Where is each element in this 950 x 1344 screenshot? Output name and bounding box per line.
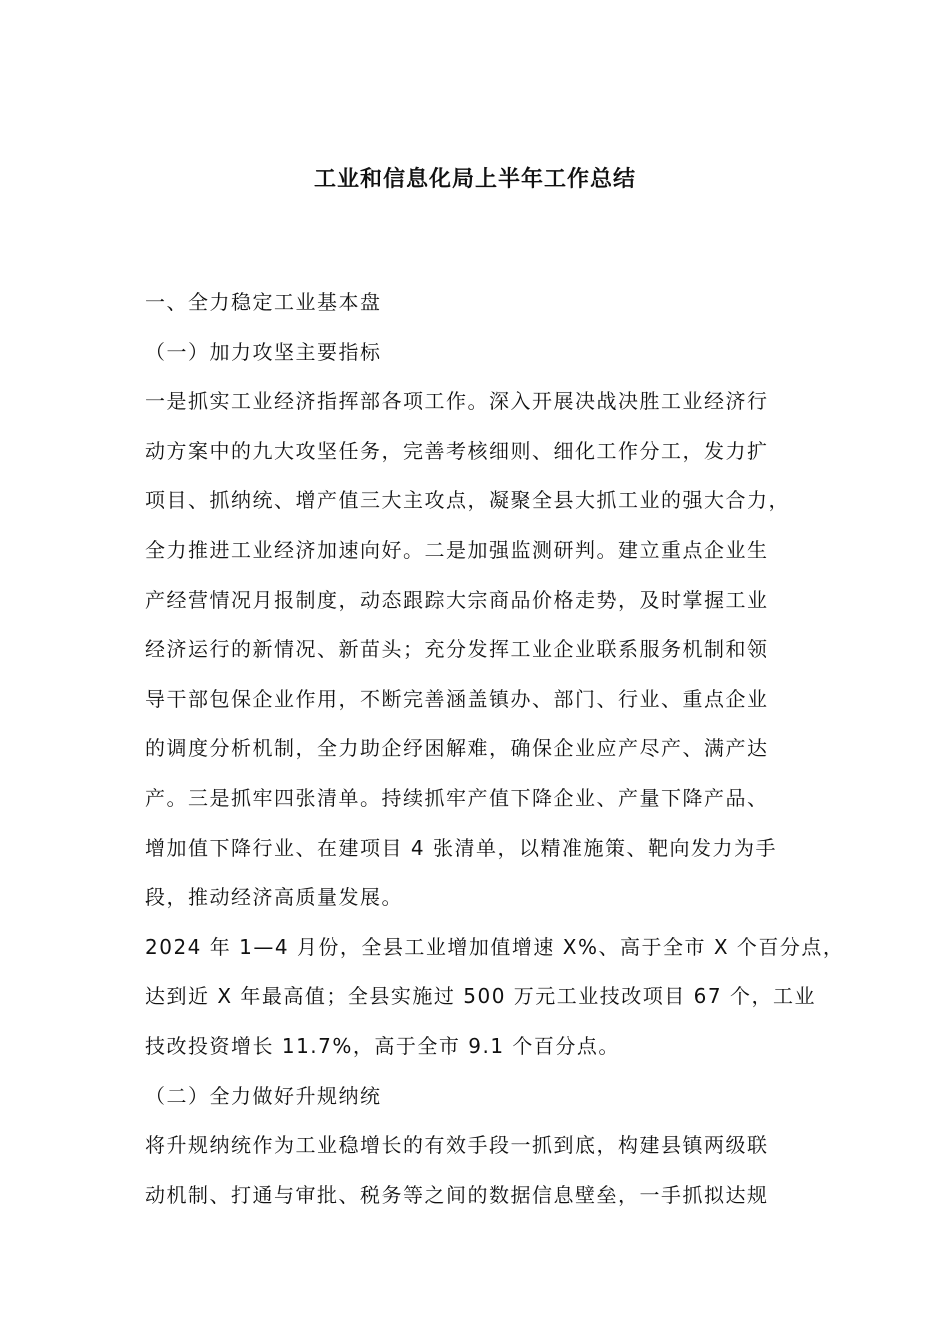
paragraph-line: 全力推进工业经济加速向好。二是加强监测研判。建立重点企业生 — [145, 537, 769, 562]
paragraph-line: 增加值下降行业、在建项目 4 张清单，以精准施策、靶向发力为手 — [145, 835, 777, 860]
section-heading-1: 一、全力稳定工业基本盘 — [145, 290, 382, 314]
paragraph-line: 产经营情况月报制度，动态跟踪大宗商品价格走势，及时掌握工业 — [145, 587, 769, 612]
paragraph-line: 产。三是抓牢四张清单。持续抓牢产值下降企业、产量下降产品、 — [145, 785, 769, 810]
paragraph-line: 一是抓实工业经济指挥部各项工作。深入开展决战决胜工业经济行 — [145, 389, 769, 414]
paragraph-line: 2024 年 1—4 月份，全县工业增加值增速 X%、高于全市 X 个百分点， — [145, 934, 845, 959]
subsection-heading-2: （二）全力做好升规纳统 — [145, 1083, 382, 1108]
paragraph-line: 技改投资增长 11.7%，高于全市 9.1 个百分点。 — [145, 1033, 620, 1058]
paragraph-line: 将升规纳统作为工业稳增长的有效手段一抓到底，构建县镇两级联 — [145, 1133, 769, 1158]
paragraph-line: 的调度分析机制，全力助企纾困解难，确保企业应产尽产、满产达 — [145, 736, 769, 761]
paragraph-line: 导干部包保企业作用，不断完善涵盖镇办、部门、行业、重点企业 — [145, 686, 769, 711]
paragraph-line: 动方案中的九大攻坚任务，完善考核细则、细化工作分工，发力扩 — [145, 438, 769, 463]
paragraph-line: 段，推动经济高质量发展。 — [145, 885, 403, 910]
document-title: 工业和信息化局上半年工作总结 — [313, 167, 636, 192]
paragraph-line: 动机制、打通与审批、税务等之间的数据信息壁垒，一手抓拟达规 — [145, 1182, 769, 1207]
paragraph-line: 经济运行的新情况、新苗头；充分发挥工业企业联系服务机制和领 — [145, 637, 769, 662]
paragraph-line: 达到近 X 年最高值；全县实施过 500 万元工业技改项目 67 个，工业 — [145, 984, 816, 1009]
document-body — [145, 278, 845, 1220]
subsection-heading-1: （一）加力攻坚主要指标 — [145, 339, 382, 364]
paragraph-line: 项目、抓纳统、增产值三大主攻点，凝聚全县大抓工业的强大合力， — [145, 488, 790, 513]
